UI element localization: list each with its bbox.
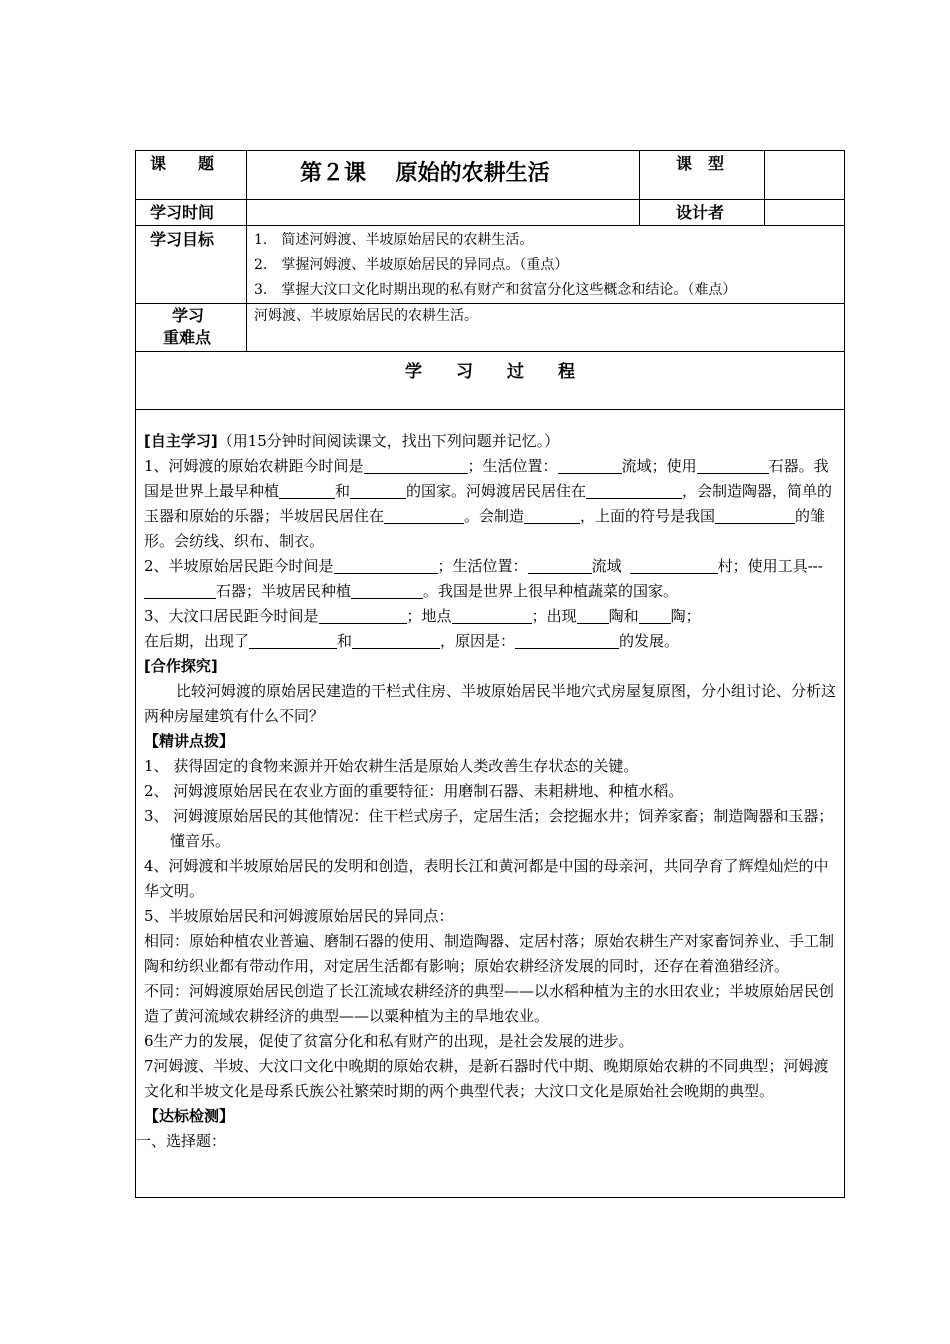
answer-blank[interactable]	[350, 482, 406, 499]
row-divider	[136, 225, 844, 226]
answer-blank[interactable]	[452, 607, 532, 624]
label-key-points-line2: 重难点	[163, 328, 212, 347]
answer-blank[interactable]	[352, 632, 440, 649]
answer-blank[interactable]	[697, 457, 769, 474]
column-divider	[639, 151, 640, 225]
label-topic: 课 题	[150, 154, 215, 173]
answer-blank[interactable]	[639, 607, 671, 624]
test-heading: 【达标检测】	[144, 1107, 235, 1125]
answer-blank[interactable]	[319, 607, 407, 624]
lecture-point: 1、 获得固定的食物来源并开始农耕生活是原始人类改善生存状态的关键。	[144, 757, 639, 775]
answer-blank[interactable]	[577, 607, 609, 624]
row-divider	[136, 351, 844, 352]
learning-process-title: 学 习 过 程	[405, 362, 575, 382]
lecture-point: 7河姆渡、半坡、大汶口文化中晚期的原始农耕，是新石器时代中期、晚期原始农耕的不同典型；河姆渡文化和半坡文化是母系氏族公社繁荣时期的两个典型代表；大汶口文化是原始社会晚期的典型。	[144, 1057, 829, 1100]
lesson-plan-sheet	[135, 150, 845, 1198]
answer-blank[interactable]	[144, 582, 216, 599]
lesson-title: 第２课 原始的农耕生活	[300, 161, 550, 186]
question-1: 1、河姆渡的原始农耕距今时间是 ；生活位置： 流域；使用 石器。我国是世界上最早种植 和 的国家。河姆渡居民居住在 ，会制造陶器，简单的玉器和原始的乐器；半坡居民居住在 。会制造 ，上面的符号是我国 的雏形。会纺线、织布、制衣。	[144, 457, 833, 550]
row-divider	[136, 303, 844, 304]
answer-blank[interactable]	[515, 632, 619, 649]
answer-blank[interactable]	[630, 557, 718, 574]
label-lesson-type: 课 型	[676, 154, 725, 173]
label-learning-goals: 学习目标	[150, 230, 215, 249]
label-designer: 设计者	[676, 203, 725, 222]
question-2: 2、半坡原始居民距今时间是 ；生活位置： 流域 村；使用工具---石器；半坡居民种植 。我国是世界上很早种植蔬菜的国家。	[144, 557, 823, 600]
self-study-note: （用15分钟时间阅读课文，找出下列问题并记忆。）	[217, 432, 560, 450]
similarities-text: 相同：原始种植农业普遍、磨制石器的使用、制造陶器、定居村落；原始农耕生产对家畜饲养业、手工制陶和纺织业都有带动作用，对定居生活都有影响；原始农耕经济发展的同时，还存在着渔猎经济。	[144, 932, 835, 975]
answer-blank[interactable]	[279, 482, 335, 499]
answer-blank[interactable]	[558, 457, 622, 474]
lecture-point: 4、河姆渡和半坡原始居民的发明和创造，表明长江和黄河都是中国的母亲河，共同孕育了辉煌灿烂的中华文明。	[144, 857, 829, 900]
test-subheading: 一、选择题：	[136, 1132, 227, 1150]
lesson-content	[136, 429, 837, 1154]
learning-goal-item: 3. 掌握大汶口文化时期出现的私有财产和贫富分化这些概念和结论。（难点）	[254, 282, 737, 298]
self-study-heading: [自主学习]	[144, 432, 218, 450]
study-time-value	[247, 200, 637, 224]
learning-goal-item: 1. 简述河姆渡、半坡原始居民的农耕生活。	[254, 232, 534, 248]
key-points-text: 河姆渡、半坡原始居民的农耕生活。	[254, 308, 478, 324]
answer-blank[interactable]	[586, 482, 682, 499]
cooperation-text: 比较河姆渡的原始居民建造的干栏式住房、半坡原始居民半地穴式房屋复原图，分小组讨论、分析这两种房屋建筑有什么不同？	[144, 682, 837, 725]
lecture-point: 3、 河姆渡原始居民的其他情况：住干栏式房子，定居生活；会挖掘水井；饲养家畜；制造陶器和玉器；懂音乐。	[144, 807, 834, 850]
answer-blank[interactable]	[334, 557, 438, 574]
answer-blank[interactable]	[528, 557, 592, 574]
answer-blank[interactable]	[524, 507, 580, 524]
label-study-time: 学习时间	[150, 203, 215, 222]
answer-blank[interactable]	[384, 507, 464, 524]
lecture-point: 6生产力的发展，促使了贫富分化和私有财产的出现，是社会发展的进步。	[144, 1032, 634, 1050]
lesson-type-value	[764, 151, 844, 199]
answer-blank[interactable]	[715, 507, 795, 524]
cooperation-heading: [合作探究]	[144, 657, 218, 675]
answer-blank[interactable]	[351, 582, 423, 599]
answer-blank[interactable]	[249, 632, 337, 649]
question-3: 3、大汶口居民距今时间是 ；地点 ；出现 陶和 陶； 在后期，出现了 和 ，原因是： 的发展。	[144, 607, 701, 650]
learning-goal-item: 2. 掌握河姆渡、半坡原始居民的异同点。（重点）	[254, 257, 569, 273]
differences-text: 不同：河姆渡原始居民创造了长江流域农耕经济的典型——以水稻种植为主的水田农业；半坡原始居民创造了黄河流域农耕经济的典型——以粟种植为主的旱地农业。	[144, 982, 835, 1025]
lecture-point: 5、半坡原始居民和河姆渡原始居民的异同点：	[144, 907, 454, 925]
designer-value	[765, 200, 843, 224]
row-divider	[136, 409, 844, 410]
label-key-points-line1: 学习	[172, 306, 205, 325]
lecture-heading: 【精讲点拨】	[144, 732, 235, 750]
column-divider	[246, 151, 247, 351]
lecture-point: 2、 河姆渡原始居民在农业方面的重要特征：用磨制石器、耒耜耕地、种植水稻。	[144, 782, 684, 800]
answer-blank[interactable]	[364, 457, 468, 474]
